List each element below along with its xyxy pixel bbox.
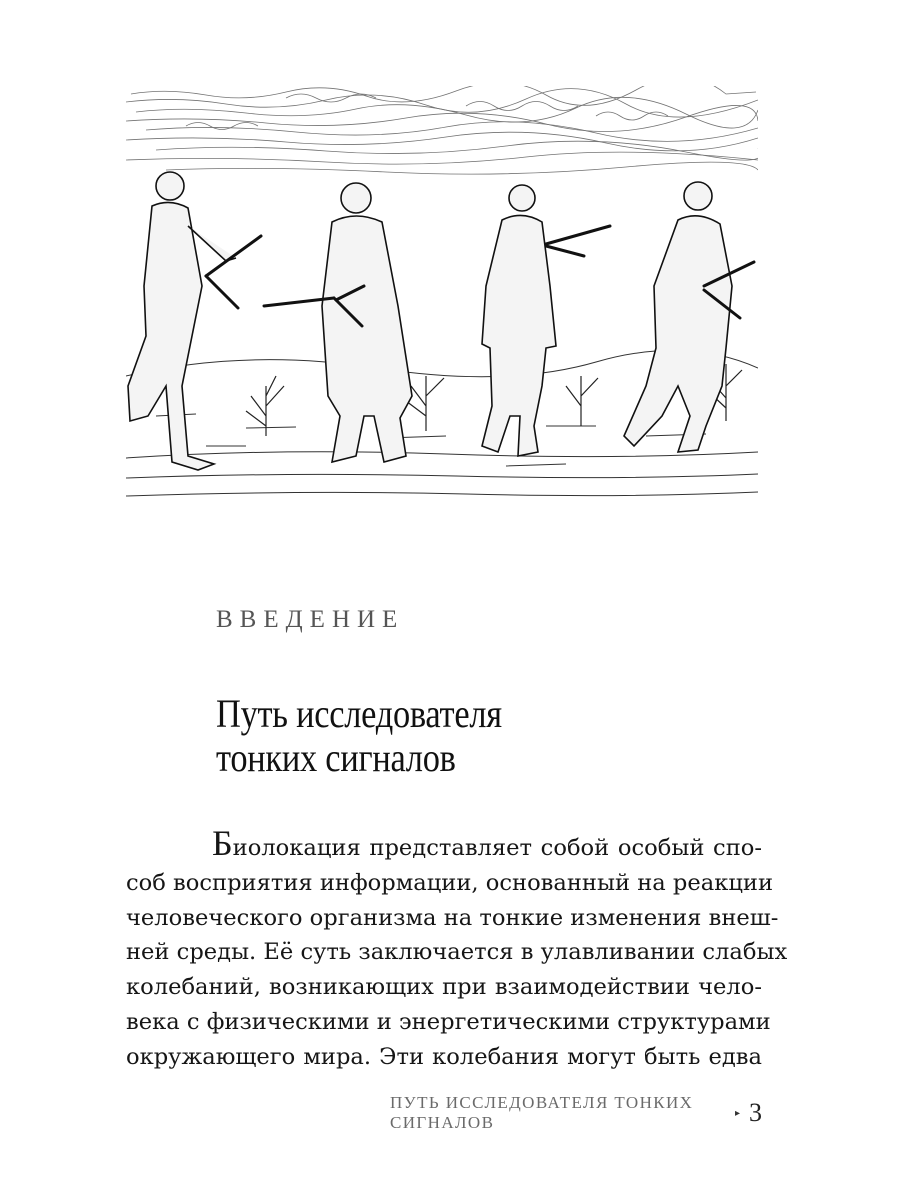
body-line-text: иолокация представляет собой особый спо- — [232, 835, 762, 861]
chapter-title-line-2: тонких сигналов — [216, 735, 456, 780]
engraving-illustration — [126, 86, 758, 510]
section-label: ВВЕДЕНИЕ — [216, 606, 405, 633]
running-title: ПУТЬ ИССЛЕДОВАТЕЛЯ ТОНКИХ СИГНАЛОВ — [390, 1093, 694, 1132]
body-line: человеческого организма на тонкие изменения внеш- — [126, 904, 779, 931]
chapter-title-line-1: Путь исследователя — [216, 691, 502, 736]
body-line — [126, 823, 762, 866]
body-paragraph — [126, 823, 788, 1075]
dropcap: Б — [212, 823, 233, 863]
running-footer — [390, 1093, 762, 1132]
arrow-right-icon: ▸ — [734, 1107, 740, 1119]
body-line: века с физическими и энергетическими структурами — [126, 1008, 771, 1035]
page-number: 3 — [749, 1098, 762, 1127]
engraving-dowsers-icon — [126, 86, 758, 510]
body-line: ней среды. Её суть заключается в улавливании слабых — [126, 939, 788, 966]
body-line: колебаний, возникающих при взаимодействии чело- — [126, 974, 762, 1001]
body-line: соб восприятия информации, основанный на реакции — [126, 869, 773, 896]
body-line: окружающего мира. Эти колебания могут быть едва — [126, 1043, 762, 1070]
chapter-title — [216, 692, 502, 780]
